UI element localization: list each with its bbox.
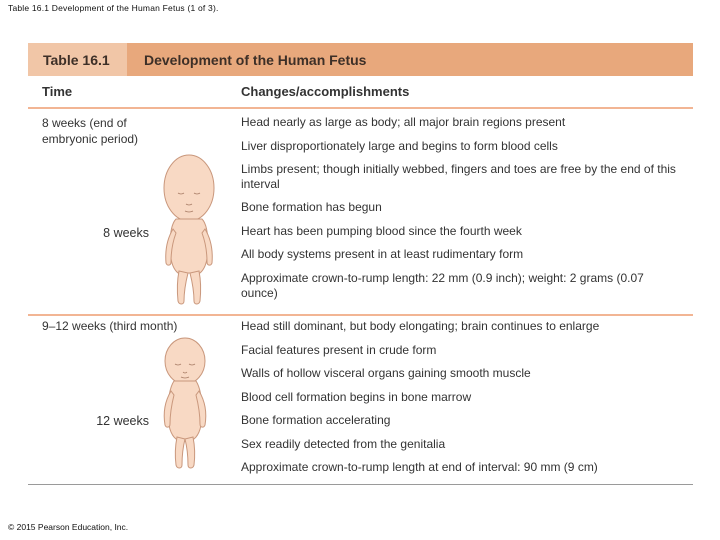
row-1-change-item: Bone formation has begun [241,200,382,214]
fetus-12-weeks-illustration [159,335,211,475]
row-2-change-item: Head still dominant, but body elongating; brain continues to enlarge [241,319,600,333]
copyright-notice: © 2015 Pearson Education, Inc. [8,522,129,532]
row-1-figure-label: 8 weeks [103,226,149,240]
column-header-time: Time [42,84,73,99]
column-header-changes: Changes/accomplishments [241,84,410,99]
fetus-development-table [28,43,693,485]
row-1-change-item: Liver disproportionately large and begins to form blood cells [241,138,558,153]
row-2-change-item: Blood cell formation begins in bone marrow [241,389,472,404]
row-1-change-item: Head nearly as large as body; all major brain regions present [241,115,566,129]
header-rule [28,107,693,109]
row-2-change-item: Sex readily detected from the genitalia [241,436,446,451]
row-2-change-item: Facial features present in crude form [241,342,437,357]
row-divider-rule [28,314,693,316]
row-1-time: 8 weeks (end of embryonic period) [42,116,139,146]
row-1-changes-list [241,115,681,309]
row-2-change-item: Walls of hollow visceral organs gaining smooth muscle [241,366,531,380]
row-1-change-item: Approximate crown-to-rump length: 22 mm (0.9 inch); weight: 2 grams (0.07 ounce) [241,270,644,300]
row-1-change-item: All body systems present in at least rudimentary form [241,247,524,261]
row-2-figure-label: 12 weeks [96,414,149,428]
table-bottom-rule [28,484,693,485]
row-2-change-item: Bone formation accelerating [241,413,391,427]
row-2-time: 9–12 weeks (third month) [42,319,178,333]
fetus-8-weeks-illustration [159,151,219,311]
table-number: Table 16.1 [28,43,127,76]
table-header [28,43,693,76]
row-2-changes-list [241,319,681,484]
row-1-change-item: Limbs present; though initially webbed, fingers and toes are free by the end of this interval [241,162,676,191]
row-1-change-item: Heart has been pumping blood since the fourth week [241,223,522,238]
slide-caption: Table 16.1 Development of the Human Fetus (1 of 3). [8,3,219,13]
table-title: Development of the Human Fetus [144,52,367,68]
row-2-change-item: Approximate crown-to-rump length at end of interval: 90 mm (9 cm) [241,460,598,474]
